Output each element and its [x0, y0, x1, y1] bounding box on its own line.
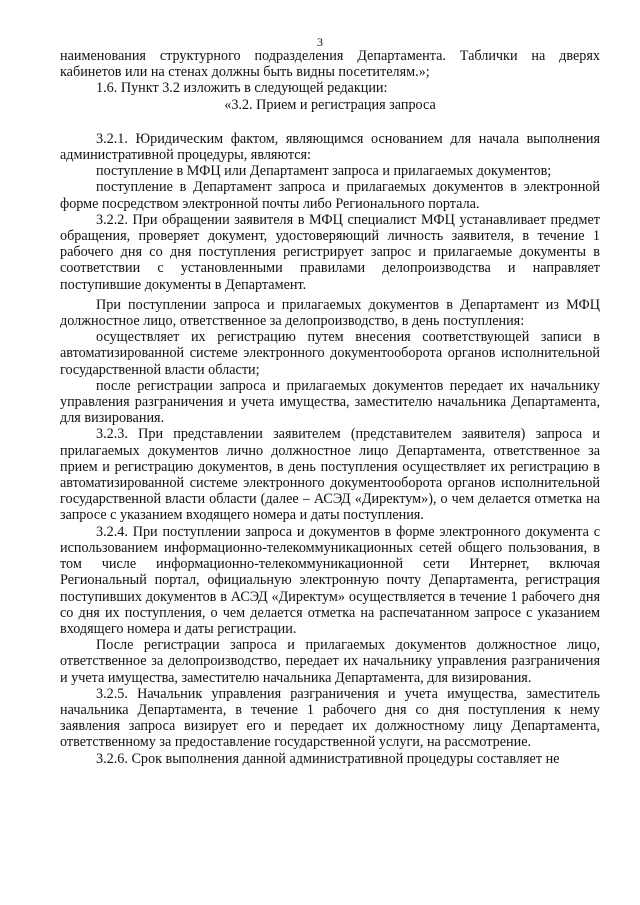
paragraph: 3.2.3. При представлении заявителем (представителем заявителя) запроса и прилагаемых документов лично должностное лицо Департамента, ответственное за прием и регистрацию документов, в день поступления осуществляет их регистрацию в автоматизированной системе электронного документооборота органов исполнительной государственной власти области (далее – АСЭД «Директум»), о чем делается отметка на запросе с указанием входящего номера и даты поступления. — [60, 426, 600, 524]
paragraph: При поступлении запроса и прилагаемых документов в Департамент из МФЦ должностное лицо, ответственное за делопроизводство, в день поступления: — [60, 296, 600, 330]
paragraph: 3.2.2. При обращении заявителя в МФЦ специалист МФЦ устанавливает предмет обращения, проверяет документ, удостоверяющий личность заявителя, в течение 1 рабочего дня со дня поступления регистрирует запрос и прилагаемые документы в соответствии с установленными правилами делопроизводства и направляет поступившие документы в Департамент. — [60, 211, 600, 293]
document-body — [60, 48, 600, 767]
paragraph: 3.2.5. Начальник управления разграничения и учета имущества, заместитель начальника Департамента, в течение 1 рабочего дня со дня поступления к нему заявления запроса визирует его и передает их должностному лицу Департамента, ответственному за предоставление государственной услуги, на рассмотрение. — [60, 685, 600, 751]
paragraph: поступление в МФЦ или Департамент запроса и прилагаемых документов; — [96, 163, 552, 180]
section-heading: «3.2. Прием и регистрация запроса — [224, 96, 436, 113]
page-number: 3 — [317, 35, 323, 49]
amendment-line: 1.6. Пункт 3.2 изложить в следующей редакции: — [96, 80, 388, 97]
paragraph: После регистрации запроса и прилагаемых документов должностное лицо, ответственное за делопроизводство, передает их начальнику управления разграничения и учета имущества, заместителю начальника Департамента, для визирования. — [60, 637, 600, 686]
paragraph: осуществляет их регистрацию путем внесения соответствующей записи в автоматизированной системе электронного документооборота органов исполнительной государственной власти области; — [60, 329, 600, 378]
paragraph: 3.2.1. Юридическим фактом, являющимся основанием для начала выполнения административной процедуры, являются: — [60, 130, 600, 164]
paragraph: 3.2.6. Срок выполнения данной административной процедуры составляет не — [96, 750, 560, 767]
paragraph: наименования структурного подразделения Департамента. Таблички на дверях кабинетов или на стенах должны быть видны посетителям.»; — [60, 48, 600, 81]
paragraph: после регистрации запроса и прилагаемых документов передает их начальнику управления разграничения и учета имущества, заместителю начальника Департамента, для визирования. — [60, 377, 600, 427]
paragraph: 3.2.4. При поступлении запроса и документов в форме электронного документа с использованием информационно-телекоммуникационных сетей общего пользования, в том числе информационно-телекоммуникационной сети Интернет, включая Региональный портал, официальную электронную почту Департамента, регистрация поступивших документов в АСЭД «Директум» осуществляется в течение 1 рабочего дня со дня их поступления, о чем делается отметка на распечатанном запросе с указанием входящего номера и даты регистрации. — [60, 523, 600, 637]
paragraph: поступление в Департамент запроса и прилагаемых документов в электронной форме посредством электронной почты либо Регионального портала. — [60, 179, 600, 212]
